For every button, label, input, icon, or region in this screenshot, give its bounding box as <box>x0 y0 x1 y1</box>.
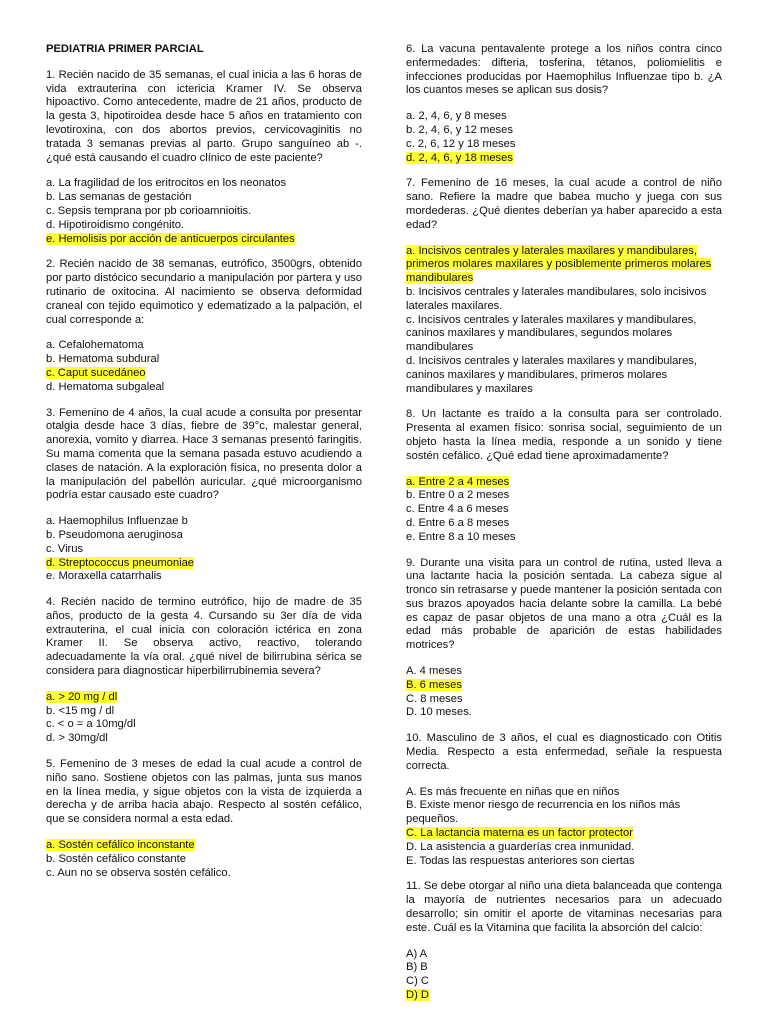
answer-option-text: a. Sostén cefálico inconstante <box>46 839 195 852</box>
answer-option <box>406 138 722 152</box>
answer-option <box>46 381 362 395</box>
question-stem: 2. Recién nacido de 38 semanas, eutrófico, 3500grs, obtenido por parto distócico secundario a manipulación por partera y uso rutinario de oxitocina. Al nacimiento se observa deformidad craneal con tejido equimotico y edematizado a la palpación, el cual corresponde a: <box>46 258 362 326</box>
answer-option <box>46 339 362 353</box>
answer-option-highlighted <box>46 691 362 705</box>
answer-option-text: b. Hematoma subdural <box>46 353 160 366</box>
answer-option-text: b. 2, 4, 6, y 12 meses <box>406 123 513 136</box>
answer-option-text: c. Incisivos centrales y laterales maxilares y mandibulares, caninos maxilares y mandibulares, segundos molares mandibulares <box>406 313 697 354</box>
answer-option-text: e. Hemolisis por acción de anticuerpos circulantes <box>46 232 295 245</box>
question-stem: 3. Femenino de 4 años, la cual acude a consulta por presentar otalgia desde hace 3 días, fiebre de 39°c, malestar general, anorexia, vomito y diarrea. Hace 3 semanas presentó faringitis. Su mama comenta que la semana pasada estuvo acudiendo a clases de natación. A la exploración física, no presenta dolor a la manipulación del pabellón auricular. ¿qué microorganismo podría estar causado este cuadro? <box>46 406 362 502</box>
answer-option <box>46 718 362 732</box>
question-stem: 5. Femenino de 3 meses de edad la cual acude a control de niño sano. Sostiene objetos con las palmas, junta sus manos en la línea media, y sigue objetos con la vista de izquierda a derecha y de arriba hacia abajo. Respecto al sostén cefálico, que se considera normal a esta edad. <box>46 758 362 826</box>
answer-option-text: d. 2, 4, 6, y 18 meses <box>406 151 513 164</box>
question-stem: 9. Durante una visita para un control de rutina, usted lleva a una lactante hacia la posición sentada. La cabeza sigue al tronco sin retrasarse y puede mantener la posición sentada con sus brazos apoyados hacia delante sobre la camilla. La bebé es capaz de pasar objetos de una mano a otra ¿Cuál es la edad más probable de aparición de estas habilidades motrices? <box>406 556 722 652</box>
question-block <box>46 69 362 247</box>
question-block <box>46 596 362 746</box>
question-stem: 10. Masculino de 3 años, el cual es diagnosticado con Otitis Media. Respecto a esta enfermedad, señale la respuesta correcta. <box>406 732 722 772</box>
answer-option-highlighted <box>406 989 722 1003</box>
answer-option <box>406 975 722 989</box>
answer-option-text: C. La lactancia materna es un factor protector <box>406 827 633 840</box>
answer-option <box>46 853 362 867</box>
answer-option-text: a. Haemophilus Influenzae b <box>46 515 188 528</box>
answer-option-text: C) C <box>406 975 429 988</box>
question-block <box>406 557 722 721</box>
answer-option-text: d. Hipotiroidismo congénito. <box>46 218 185 231</box>
answer-option-text: d. Streptococcus pneumoniae <box>46 556 195 569</box>
answer-option-text: d. Entre 6 a 8 meses <box>406 516 510 529</box>
answer-option-text: b. Sostén cefálico constante <box>46 852 186 865</box>
question-stem: 4. Recién nacido de termino eutrófico, hijo de madre de 35 años, producto de la gesta 4. Cursando su 3er día de vida extrauterina, el cual inicia con coloración ictérica en zona Kramer II. Se observa activo, reactivo, tolerando adecuadamente la vía oral. ¿qué nivel de bilirrubina sérica se considera para diagnosticar hiperbilirrubinemia severa? <box>46 596 362 678</box>
answer-option-text: b. Pseudomona aeruginosa <box>46 528 183 541</box>
answer-option <box>46 177 362 191</box>
answer-option-text: b. Entre 0 a 2 meses <box>406 489 510 502</box>
answer-option-text: D. 10 meses. <box>406 706 472 719</box>
answer-option-text: a. Incisivos centrales y laterales maxilares y mandibulares, primeros molares maxilares y posiblemente primeros molares mandibulares <box>406 244 712 285</box>
answer-option-text: c. < o = a 10mg/dl <box>46 718 136 731</box>
answer-option-highlighted <box>46 839 362 853</box>
answer-option <box>406 665 722 679</box>
answer-option-highlighted <box>406 245 722 286</box>
answer-option-text: A. Es más frecuente en niñas que en niños <box>406 785 620 798</box>
answer-option-text: A. 4 meses <box>406 665 462 678</box>
answer-option-text: b. Las semanas de gestación <box>46 191 192 204</box>
answer-option-text: c. Caput sucedáneo <box>46 366 146 379</box>
question-stem: 6. La vacuna pentavalente protege a los niños contra cinco enfermedades: difteria, tosferina, tétanos, poliomielitis e infecciones producidas por Haemophilus Influenzae tipo b. ¿A los cuantos meses se aplican sus dosis? <box>406 43 722 97</box>
answer-option-text: c. Sepsis temprana por pb corioamnioitis. <box>46 204 252 217</box>
answer-option-highlighted <box>406 476 722 490</box>
answer-option-text: E. Todas las respuestas anteriores son ciertas <box>406 854 635 867</box>
answer-option-text: b. Incisivos centrales y laterales mandibulares, solo incisivos laterales maxilares. <box>406 285 707 312</box>
question-block <box>406 880 722 1002</box>
answer-option-text: a. 2, 4, 6, y 8 meses <box>406 110 507 123</box>
question-block <box>406 177 722 396</box>
answer-option-highlighted <box>46 367 362 381</box>
answer-option <box>46 529 362 543</box>
answer-option-highlighted <box>406 827 722 841</box>
answer-option <box>406 286 722 314</box>
answer-option-text: A) A <box>406 947 428 960</box>
answer-option-text: d. Hematoma subgaleal <box>46 380 165 393</box>
question-block <box>46 407 362 585</box>
answer-option <box>406 961 722 975</box>
answer-option-text: D. La asistencia a guarderías crea inmunidad. <box>406 840 635 853</box>
answer-option-highlighted <box>46 233 362 247</box>
answer-option-text: B) B <box>406 961 428 974</box>
question-block <box>46 258 362 394</box>
answer-option-text: d. Incisivos centrales y laterales maxilares y mandibulares, caninos maxilares y mandibulares, primeros molares mandibulares y maxilares <box>406 354 697 395</box>
answer-option <box>46 353 362 367</box>
question-block <box>406 43 722 165</box>
answer-option <box>406 841 722 855</box>
answer-option <box>46 515 362 529</box>
answer-option <box>406 110 722 124</box>
answer-option <box>46 543 362 557</box>
answer-option-text: a. Cefalohematoma <box>46 339 144 352</box>
answer-option <box>46 570 362 584</box>
answer-option-text: e. Entre 8 a 10 meses <box>406 530 516 543</box>
answer-option <box>406 531 722 545</box>
answer-option-highlighted <box>406 679 722 693</box>
answer-option-text: C. 8 meses <box>406 692 463 705</box>
answer-option-text: B. Existe menor riesgo de recurrencia en los niños más pequeños. <box>406 799 681 826</box>
left-column <box>46 43 362 892</box>
answer-option <box>406 489 722 503</box>
answer-option-text: a. Entre 2 a 4 meses <box>406 475 510 488</box>
right-column <box>406 43 722 1015</box>
question-stem: 7. Femenino de 16 meses, la cual acude a control de niño sano. Refiere la madre que babea mucho y juega con sus mordederas. ¿Qué dientes deberían ya haber aparecido a esta edad? <box>406 177 722 231</box>
answer-option <box>46 219 362 233</box>
answer-option-text: e. Moraxella catarrhalis <box>46 570 162 583</box>
answer-option-text: c. Aun no se observa sostén cefálico. <box>46 866 231 879</box>
answer-option <box>406 706 722 720</box>
answer-option <box>46 205 362 219</box>
question-stem: 8. Un lactante es traído a la consulta para ser controlado. Presenta al examen físico: sonrisa social, seguimiento de un objeto hasta la línea media, responde a un sonido y tiene sostén cefálico. ¿Qué edad tiene aproximadamente? <box>406 408 722 462</box>
answer-option <box>406 693 722 707</box>
question-stem: 11. Se debe otorgar al niño una dieta balanceada que contenga la mayoría de nutrientes necesarios para un adecuado desarrollo; sin omitir el aporte de vitaminas necesarias para este. Cuál es la Vitamina que facilita la absorción del calcio: <box>406 880 722 934</box>
answer-option-text: a. La fragilidad de los eritrocitos en los neonatos <box>46 177 287 190</box>
answer-option-highlighted <box>406 152 722 166</box>
question-block <box>46 758 362 880</box>
answer-option <box>406 314 722 355</box>
answer-option-text: c. Entre 4 a 6 meses <box>406 503 509 516</box>
answer-option <box>406 355 722 396</box>
answer-option <box>406 503 722 517</box>
question-block <box>406 408 722 544</box>
answer-option <box>46 705 362 719</box>
answer-option <box>406 948 722 962</box>
answer-option-text: d. > 30mg/dl <box>46 732 108 745</box>
answer-option <box>46 191 362 205</box>
answer-option-text: c. 2, 6, 12 y 18 meses <box>406 137 516 150</box>
answer-option-text: a. > 20 mg / dl <box>46 690 118 703</box>
page-title: PEDIATRIA PRIMER PARCIAL <box>46 43 204 55</box>
answer-option-highlighted <box>46 557 362 571</box>
answer-option <box>406 855 722 869</box>
answer-option-text: b. <15 mg / dl <box>46 704 115 717</box>
answer-option <box>406 799 722 827</box>
question-block <box>406 732 722 868</box>
answer-option <box>406 786 722 800</box>
answer-option-text: B. 6 meses <box>406 678 462 691</box>
question-stem: 1. Recién nacido de 35 semanas, el cual inicia a las 6 horas de vida extrauterina con ictericia Kramer IV. Se observa hipoactivo. Como antecedente, madre de 21 años, producto de la gesta 3, hipotiroidea desde hace 5 años en tratamiento con levotiroxina, con dos abortos previos, cervicovaginitis no tratada 3 semanas previas al parto. Grupo sanguíneo ab -. ¿qué está causando el cuadro clínico de este paciente? <box>46 68 362 164</box>
answer-option <box>406 517 722 531</box>
answer-option-text: D) D <box>406 989 429 1002</box>
answer-option <box>406 124 722 138</box>
answer-option <box>46 732 362 746</box>
answer-option-text: c. Virus <box>46 542 84 555</box>
answer-option <box>46 867 362 881</box>
